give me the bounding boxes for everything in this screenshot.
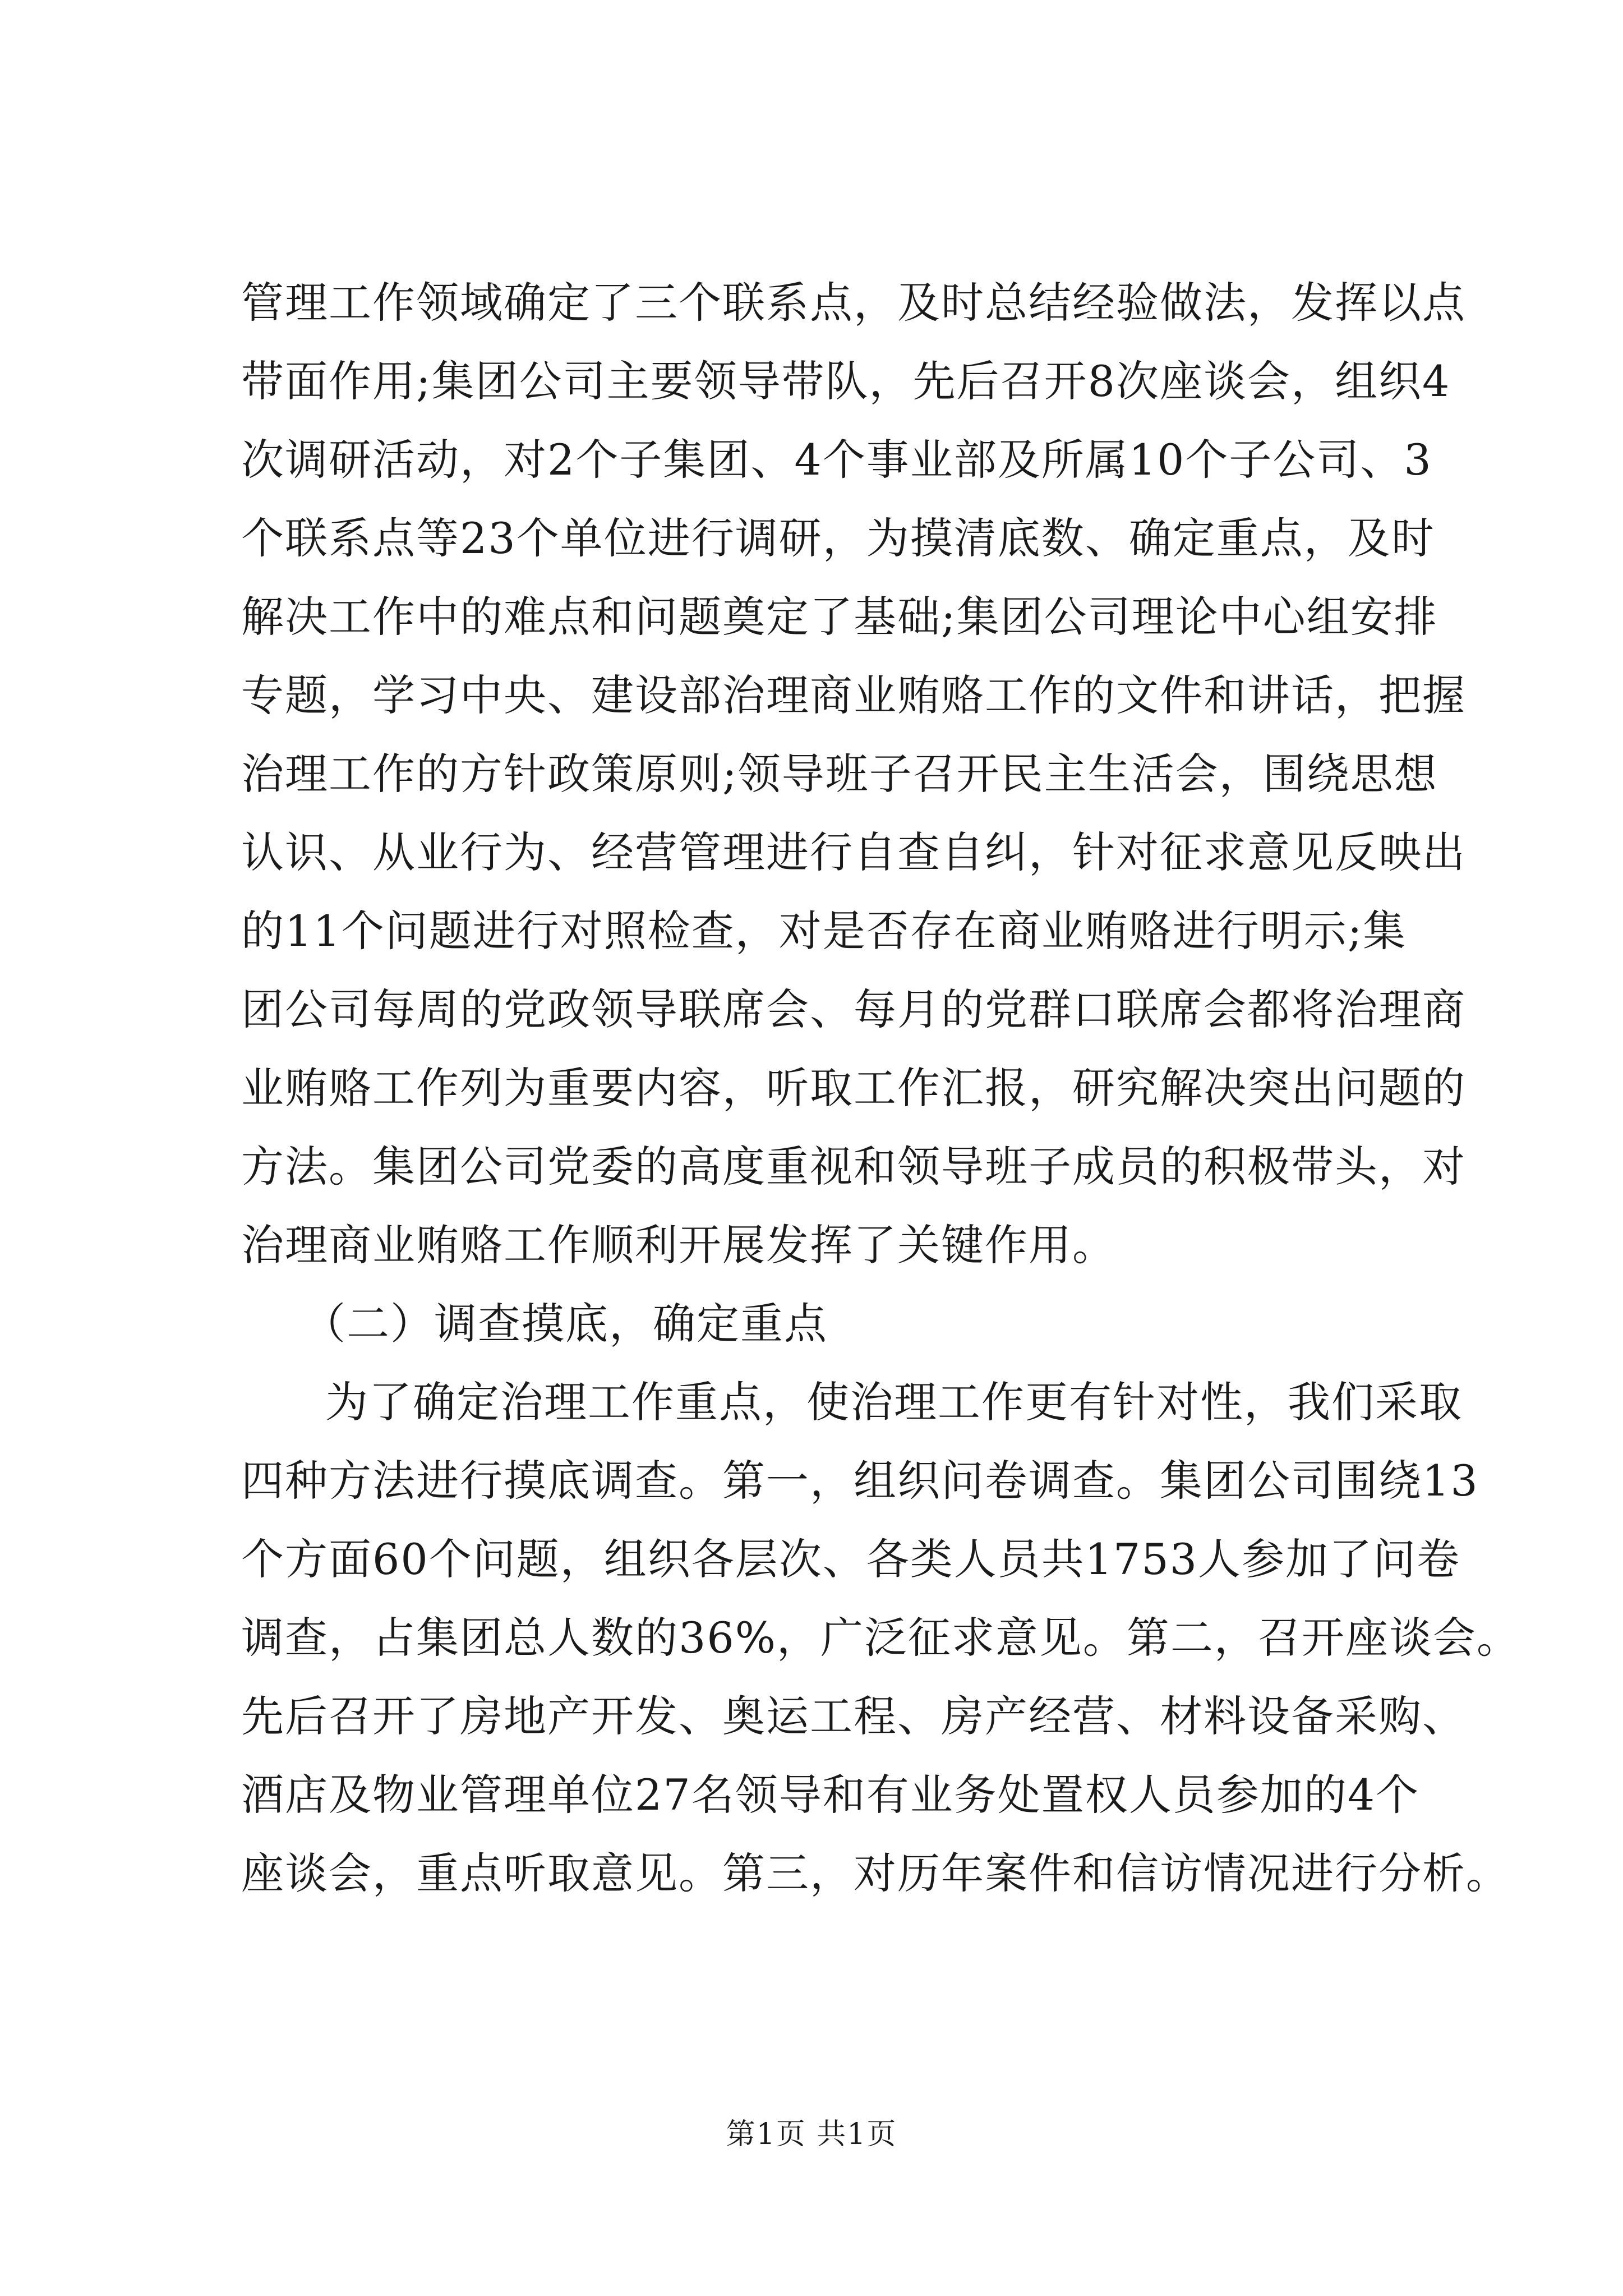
text-line: 认识、从业行为、经营管理进行自查自纠，针对征求意见反映出 xyxy=(241,827,1466,877)
text-line: 个联系点等23个单位进行调研，为摸清底数、确定重点，及时 xyxy=(241,513,1435,563)
text-line: 团公司每周的党政领导联席会、每月的党群口联席会都将治理商 xyxy=(241,984,1466,1034)
section-heading: （二）调查摸底，确定重点 xyxy=(303,1299,828,1349)
text-line: 为了确定治理工作重点，使治理工作更有针对性，我们采取 xyxy=(325,1377,1463,1427)
text-line: 专题，学习中央、建设部治理商业贿赂工作的文件和讲话，把握 xyxy=(241,670,1466,720)
text-line: 四种方法进行摸底调查。第一，组织问卷调查。集团公司围绕13 xyxy=(241,1456,1479,1506)
text-line: 座谈会，重点听取意见。第三，对历年案件和信访情况进行分析。 xyxy=(241,1848,1510,1898)
page-footer: 第1页 共1页 xyxy=(726,2118,897,2151)
text-line: 次调研活动，对2个子集团、4个事业部及所属10个子公司、3 xyxy=(241,435,1432,485)
text-line: 治理商业贿赂工作顺利开展发挥了关键作用。 xyxy=(241,1220,1116,1270)
text-line: 管理工作领域确定了三个联系点，及时总结经验做法，发挥以点 xyxy=(241,278,1466,328)
text-line: 业贿赂工作列为重要内容，听取工作汇报，研究解决突出问题的 xyxy=(241,1063,1466,1113)
text-line: 的11个问题进行对照检查，对是否存在商业贿赂进行明示;集 xyxy=(241,906,1407,956)
text-line: 个方面60个问题，组织各层次、各类人员共1753人参加了问卷 xyxy=(241,1534,1461,1584)
document-body xyxy=(241,264,1520,1913)
text-line: 先后召开了房地产开发、奥运工程、房产经营、材料设备采购、 xyxy=(241,1691,1466,1741)
text-line: 方法。集团公司党委的高度重视和领导班子成员的积极带头，对 xyxy=(241,1142,1466,1191)
text-line: 带面作用;集团公司主要领导带队，先后召开8次座谈会，组织4 xyxy=(241,356,1451,406)
text-line: 解决工作中的难点和问题奠定了基础;集团公司理论中心组安排 xyxy=(241,592,1438,642)
text-line: 调查，占集团总人数的36%，广泛征求意见。第二，召开座谈会。 xyxy=(241,1613,1520,1663)
text-line: 治理工作的方针政策原则;领导班子召开民主生活会，围绕思想 xyxy=(241,749,1438,799)
text-line: 酒店及物业管理单位27名领导和有业务处置权人员参加的4个 xyxy=(241,1770,1420,1820)
